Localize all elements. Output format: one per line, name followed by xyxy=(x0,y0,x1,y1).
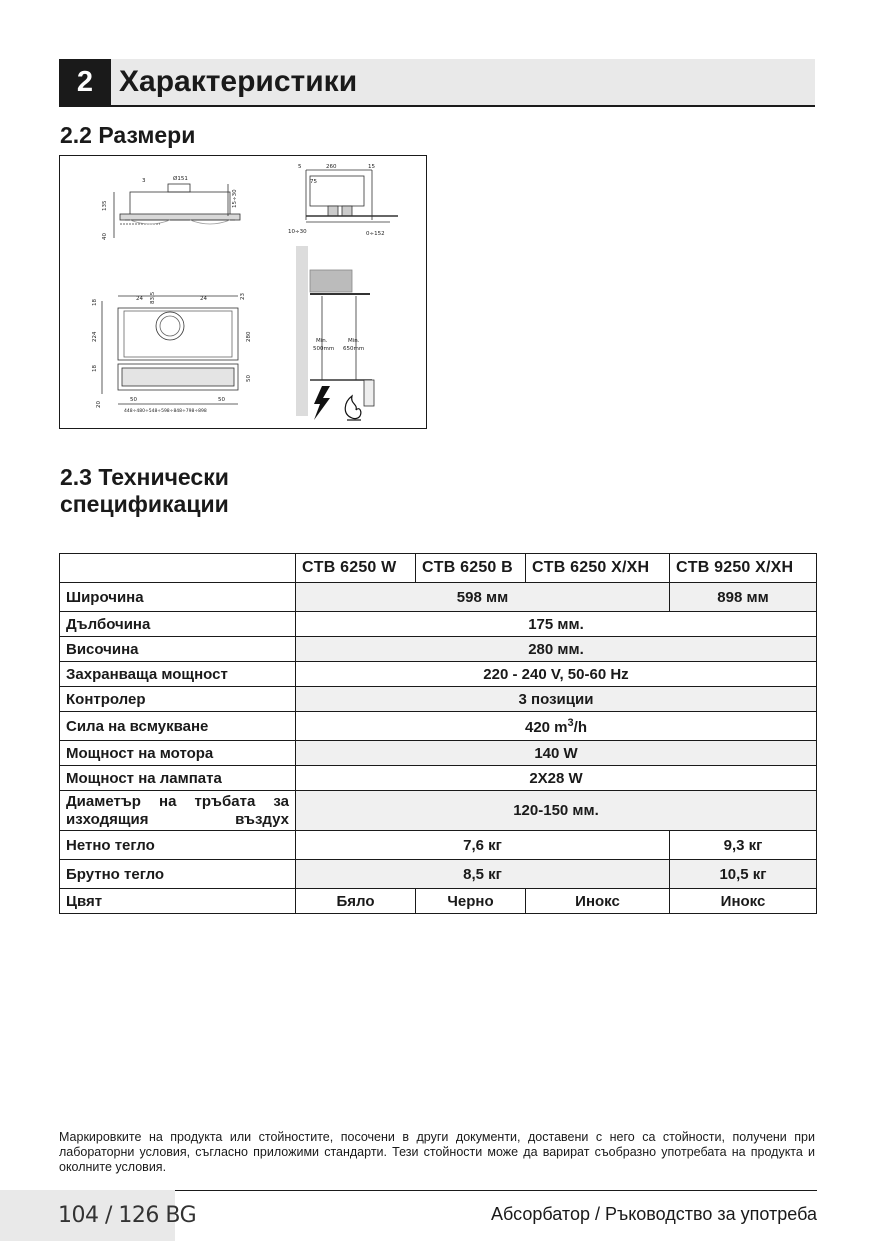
chapter-title: Характеристики xyxy=(119,65,358,98)
header-cell: CTB 9250 X/XH xyxy=(670,554,817,583)
table-header-row xyxy=(60,554,817,583)
section-title-specs-2: спецификации xyxy=(60,491,229,517)
row-label: Нетно тегло xyxy=(60,831,296,860)
dim-label: 448÷480÷548÷598÷848÷798÷898 xyxy=(124,409,207,414)
table-row xyxy=(60,831,817,860)
cell-value: 10,5 кг xyxy=(670,860,817,889)
cell-value: Бяло xyxy=(296,889,416,914)
dim-label: 50 xyxy=(130,397,137,403)
dim-label: 500mm xyxy=(313,346,335,352)
table-row xyxy=(60,612,817,637)
row-label: Сила на всмукване xyxy=(60,712,296,741)
dim-label: 83,5 xyxy=(150,291,156,304)
cell-value: 7,6 кг xyxy=(296,831,670,860)
cell-value: 220 - 240 V, 50-60 Hz xyxy=(296,662,817,687)
table-row xyxy=(60,791,817,831)
dim-label: 24 xyxy=(200,296,207,302)
suction-exponent: 3 xyxy=(567,716,574,729)
dim-label: 23 xyxy=(240,293,246,300)
table-row xyxy=(60,583,817,612)
cell-value: 8,5 кг xyxy=(296,860,670,889)
suction-unit: /h xyxy=(573,718,587,736)
dim-label: 135 xyxy=(102,200,108,211)
section-title-specs-1: 2.3 Технически xyxy=(60,464,229,490)
side-view-drawing xyxy=(114,184,240,238)
table-row xyxy=(60,860,817,889)
table-row xyxy=(60,637,817,662)
dim-label: 0÷152 xyxy=(366,231,385,237)
section-title-dimensions: 2.2 Размери xyxy=(60,122,196,148)
cell-value: Черно xyxy=(416,889,526,914)
chapter-header xyxy=(59,59,815,107)
row-label: Височина xyxy=(60,637,296,662)
table-row xyxy=(60,687,817,712)
row-label: Цвят xyxy=(60,889,296,914)
table-row xyxy=(60,712,817,741)
footer-divider xyxy=(175,1190,817,1191)
dim-label: Min. xyxy=(316,338,328,344)
cell-value: 280 мм. xyxy=(296,637,817,662)
dim-label: 18 xyxy=(92,299,98,306)
dim-label: 224 xyxy=(92,331,98,342)
table-row xyxy=(60,889,817,914)
dim-label: 40 xyxy=(102,233,108,240)
row-label: Дълбочина xyxy=(60,612,296,637)
footnote: Маркировките на продукта или стойностите, посочени в други документи, доставени с него са стойности, получени при лабораторни условия, съгласно приложими стандарти. Тези стойности може да варират съобразно употребата на продукта и околните условия. xyxy=(59,1130,815,1174)
cell-value: 2X28 W xyxy=(296,766,817,791)
dim-label: 15÷30 xyxy=(232,189,238,208)
cell-value: 120-150 мм. xyxy=(296,791,817,831)
row-label: Брутно тегло xyxy=(60,860,296,889)
dim-label: 24 xyxy=(136,296,143,302)
dim-label: Ø151 xyxy=(173,176,188,182)
table-row xyxy=(60,741,817,766)
table-row xyxy=(60,662,817,687)
dim-label: 75 xyxy=(310,179,317,185)
chapter-number: 2 xyxy=(59,59,111,105)
installation-height-drawing xyxy=(296,246,374,416)
cell-value: 598 мм xyxy=(296,583,670,612)
dim-label: 50 xyxy=(218,397,225,403)
suction-value: 420 m xyxy=(524,718,568,736)
lightning-icon xyxy=(314,386,330,420)
page-number: 104 / 126 BG xyxy=(58,1203,197,1228)
flame-icon xyxy=(345,396,361,420)
row-label: Мощност на мотора xyxy=(60,741,296,766)
dim-label: 10÷30 xyxy=(288,229,307,235)
dim-label: 18 xyxy=(92,365,98,372)
dim-label: 15 xyxy=(368,164,375,170)
cell-value: Инокс xyxy=(670,889,817,914)
row-label: Захранваща мощност xyxy=(60,662,296,687)
dim-label: 260 xyxy=(326,164,337,170)
row-label: Широчина xyxy=(60,583,296,612)
dim-label: 3 xyxy=(142,178,146,184)
dim-label: Min. xyxy=(348,338,360,344)
dim-label: 650mm xyxy=(343,346,365,352)
spec-table xyxy=(59,553,817,914)
cell-value: 140 W xyxy=(296,741,817,766)
cell-value: 898 мм xyxy=(670,583,817,612)
header-cell: CTB 6250 X/XH xyxy=(526,554,670,583)
dim-label: 280 xyxy=(246,331,252,342)
cell-value xyxy=(296,712,817,741)
row-label: Контролер xyxy=(60,687,296,712)
header-cell xyxy=(60,554,296,583)
row-label: Мощност на лампата xyxy=(60,766,296,791)
dim-label: 5 xyxy=(298,164,302,170)
cabinet-section-drawing xyxy=(306,170,398,222)
footer-title: Абсорбатор / Ръководство за употреба xyxy=(491,1204,817,1224)
row-label: Диаметър на тръбата за изходящия въздух xyxy=(60,791,296,831)
dim-label: 20 xyxy=(96,401,102,408)
table-row xyxy=(60,766,817,791)
header-cell: CTB 6250 W xyxy=(296,554,416,583)
dim-label: 50 xyxy=(246,375,252,382)
cell-value: Инокс xyxy=(526,889,670,914)
cell-value: 175 мм. xyxy=(296,612,817,637)
cell-value: 9,3 кг xyxy=(670,831,817,860)
front-view-drawing xyxy=(102,296,238,404)
cell-value: 3 позиции xyxy=(296,687,817,712)
dimensions-figure xyxy=(59,155,427,429)
header-cell: CTB 6250 B xyxy=(416,554,526,583)
